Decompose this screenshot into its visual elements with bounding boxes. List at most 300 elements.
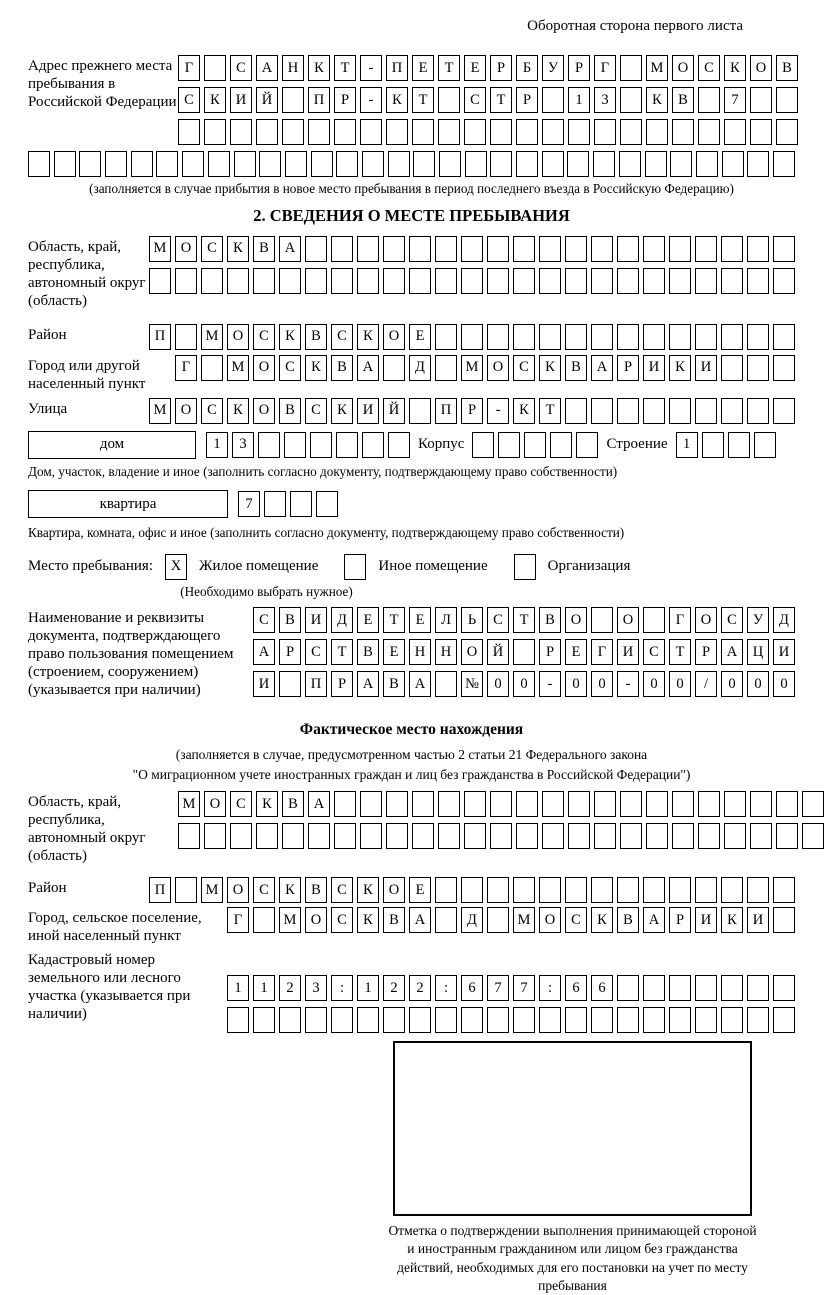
char-box[interactable] <box>721 975 743 1001</box>
char-box[interactable] <box>487 268 509 294</box>
char-box[interactable]: 0 <box>565 671 587 697</box>
char-box[interactable]: 1 <box>227 975 249 1001</box>
char-box[interactable] <box>308 119 330 145</box>
char-box[interactable] <box>721 268 743 294</box>
char-box[interactable]: Р <box>617 355 639 381</box>
char-box[interactable] <box>565 877 587 903</box>
char-box[interactable]: С <box>230 791 252 817</box>
char-box[interactable] <box>264 491 286 517</box>
char-box[interactable] <box>669 324 691 350</box>
char-box[interactable]: 0 <box>513 671 535 697</box>
char-box[interactable]: М <box>461 355 483 381</box>
char-box[interactable]: - <box>360 55 382 81</box>
char-box[interactable] <box>646 119 668 145</box>
char-box[interactable] <box>438 791 460 817</box>
char-box[interactable] <box>669 398 691 424</box>
char-box[interactable]: П <box>305 671 327 697</box>
char-box[interactable]: М <box>201 877 223 903</box>
char-box[interactable]: С <box>513 355 535 381</box>
char-box[interactable]: 6 <box>461 975 483 1001</box>
char-box[interactable] <box>620 119 642 145</box>
char-box[interactable]: Р <box>334 87 356 113</box>
char-box[interactable] <box>542 151 564 177</box>
char-box[interactable]: Е <box>409 324 431 350</box>
char-box[interactable] <box>617 236 639 262</box>
char-box[interactable]: Н <box>435 639 457 665</box>
char-box[interactable] <box>284 432 306 458</box>
char-box[interactable] <box>643 236 665 262</box>
char-box[interactable]: О <box>175 236 197 262</box>
char-box[interactable]: М <box>178 791 200 817</box>
char-box[interactable] <box>747 355 769 381</box>
char-box[interactable]: Г <box>591 639 613 665</box>
char-box[interactable]: Т <box>438 55 460 81</box>
char-box[interactable] <box>435 1007 457 1033</box>
char-box[interactable] <box>594 823 616 849</box>
char-box[interactable] <box>750 87 772 113</box>
char-box[interactable] <box>435 877 457 903</box>
char-box[interactable] <box>311 151 333 177</box>
char-box[interactable] <box>234 151 256 177</box>
char-box[interactable] <box>305 268 327 294</box>
char-box[interactable]: 6 <box>591 975 613 1001</box>
char-box[interactable]: В <box>331 355 353 381</box>
char-box[interactable] <box>702 432 724 458</box>
char-box[interactable] <box>282 823 304 849</box>
char-box[interactable]: 0 <box>643 671 665 697</box>
char-box[interactable] <box>721 236 743 262</box>
char-box[interactable] <box>386 791 408 817</box>
char-box[interactable] <box>230 119 252 145</box>
char-box[interactable] <box>695 398 717 424</box>
char-box[interactable] <box>461 268 483 294</box>
char-box[interactable]: К <box>721 907 743 933</box>
char-box[interactable]: С <box>201 398 223 424</box>
char-box[interactable]: Р <box>490 55 512 81</box>
char-box[interactable] <box>620 55 642 81</box>
char-box[interactable] <box>175 268 197 294</box>
char-box[interactable] <box>539 877 561 903</box>
char-box[interactable] <box>178 823 200 849</box>
char-box[interactable]: Т <box>331 639 353 665</box>
char-box[interactable]: К <box>357 324 379 350</box>
char-box[interactable] <box>79 151 101 177</box>
char-box[interactable]: 1 <box>206 432 228 458</box>
char-box[interactable] <box>498 432 520 458</box>
char-box[interactable]: А <box>591 355 613 381</box>
char-box[interactable] <box>617 1007 639 1033</box>
char-box[interactable]: Е <box>357 607 379 633</box>
char-box[interactable] <box>645 151 667 177</box>
char-box[interactable]: О <box>565 607 587 633</box>
char-box[interactable] <box>620 823 642 849</box>
char-box[interactable] <box>461 1007 483 1033</box>
char-box[interactable] <box>646 823 668 849</box>
char-box[interactable]: М <box>201 324 223 350</box>
char-box[interactable]: В <box>305 877 327 903</box>
char-box[interactable]: О <box>383 877 405 903</box>
char-box[interactable]: Е <box>383 639 405 665</box>
char-box[interactable]: 3 <box>594 87 616 113</box>
char-box[interactable] <box>539 236 561 262</box>
char-box[interactable]: 0 <box>773 671 795 697</box>
char-box[interactable] <box>516 151 538 177</box>
char-box[interactable] <box>591 236 613 262</box>
char-box[interactable] <box>542 791 564 817</box>
char-box[interactable]: О <box>175 398 197 424</box>
char-box[interactable]: Й <box>256 87 278 113</box>
char-box[interactable] <box>773 1007 795 1033</box>
char-box[interactable]: В <box>279 607 301 633</box>
char-box[interactable]: Д <box>461 907 483 933</box>
char-box[interactable] <box>285 151 307 177</box>
char-box[interactable] <box>435 236 457 262</box>
char-box[interactable] <box>131 151 153 177</box>
char-box[interactable]: : <box>435 975 457 1001</box>
char-box[interactable] <box>178 119 200 145</box>
char-box[interactable]: Г <box>669 607 691 633</box>
char-box[interactable] <box>464 823 486 849</box>
char-box[interactable]: А <box>256 55 278 81</box>
char-box[interactable]: Р <box>331 671 353 697</box>
char-box[interactable]: А <box>643 907 665 933</box>
char-box[interactable]: С <box>178 87 200 113</box>
char-box[interactable]: Й <box>487 639 509 665</box>
char-box[interactable]: О <box>383 324 405 350</box>
char-box[interactable] <box>487 236 509 262</box>
char-box[interactable]: У <box>747 607 769 633</box>
char-box[interactable] <box>724 791 746 817</box>
char-box[interactable] <box>334 119 356 145</box>
char-box[interactable]: X <box>165 554 187 580</box>
char-box[interactable]: А <box>308 791 330 817</box>
char-box[interactable]: П <box>435 398 457 424</box>
char-box[interactable] <box>643 268 665 294</box>
char-box[interactable] <box>568 119 590 145</box>
char-box[interactable]: Т <box>669 639 691 665</box>
char-box[interactable] <box>724 823 746 849</box>
char-box[interactable] <box>591 877 613 903</box>
char-box[interactable] <box>282 119 304 145</box>
char-box[interactable] <box>513 1007 535 1033</box>
char-box[interactable]: С <box>279 355 301 381</box>
char-box[interactable] <box>773 324 795 350</box>
char-box[interactable] <box>516 823 538 849</box>
char-box[interactable]: П <box>149 324 171 350</box>
char-box[interactable] <box>539 324 561 350</box>
char-box[interactable]: - <box>539 671 561 697</box>
char-box[interactable] <box>230 823 252 849</box>
char-box[interactable]: И <box>253 671 275 697</box>
char-box[interactable] <box>721 1007 743 1033</box>
char-box[interactable]: - <box>617 671 639 697</box>
char-box[interactable]: С <box>253 324 275 350</box>
char-box[interactable]: К <box>669 355 691 381</box>
char-box[interactable]: Т <box>539 398 561 424</box>
char-box[interactable]: Р <box>669 907 691 933</box>
char-box[interactable]: 0 <box>591 671 613 697</box>
char-box[interactable]: № <box>461 671 483 697</box>
char-box[interactable] <box>696 151 718 177</box>
char-box[interactable] <box>565 398 587 424</box>
char-box[interactable]: К <box>204 87 226 113</box>
char-box[interactable]: М <box>227 355 249 381</box>
char-box[interactable]: И <box>357 398 379 424</box>
char-box[interactable] <box>669 975 691 1001</box>
char-box[interactable]: 0 <box>487 671 509 697</box>
char-box[interactable] <box>721 398 743 424</box>
char-box[interactable]: К <box>308 55 330 81</box>
char-box[interactable] <box>617 398 639 424</box>
char-box[interactable]: В <box>357 639 379 665</box>
char-box[interactable]: 6 <box>565 975 587 1001</box>
char-box[interactable]: К <box>357 877 379 903</box>
char-box[interactable]: Р <box>279 639 301 665</box>
char-box[interactable] <box>773 151 795 177</box>
char-box[interactable] <box>672 791 694 817</box>
char-box[interactable]: С <box>331 324 353 350</box>
char-box[interactable] <box>490 791 512 817</box>
char-box[interactable] <box>773 975 795 1001</box>
char-box[interactable]: 7 <box>487 975 509 1001</box>
char-box[interactable] <box>750 791 772 817</box>
char-box[interactable] <box>669 877 691 903</box>
char-box[interactable] <box>490 823 512 849</box>
char-box[interactable] <box>750 119 772 145</box>
char-box[interactable] <box>208 151 230 177</box>
char-box[interactable] <box>698 791 720 817</box>
char-box[interactable] <box>513 236 535 262</box>
char-box[interactable]: А <box>357 671 379 697</box>
char-box[interactable]: А <box>279 236 301 262</box>
char-box[interactable] <box>409 268 431 294</box>
char-box[interactable]: К <box>279 324 301 350</box>
char-box[interactable]: М <box>279 907 301 933</box>
char-box[interactable]: Е <box>464 55 486 81</box>
char-box[interactable]: 0 <box>669 671 691 697</box>
dom-type-box[interactable]: дом <box>28 431 196 459</box>
char-box[interactable]: С <box>487 607 509 633</box>
char-box[interactable]: П <box>149 877 171 903</box>
char-box[interactable] <box>487 324 509 350</box>
char-box[interactable] <box>383 268 405 294</box>
char-box[interactable] <box>438 823 460 849</box>
char-box[interactable]: 1 <box>253 975 275 1001</box>
char-box[interactable] <box>643 1007 665 1033</box>
char-box[interactable]: 7 <box>238 491 260 517</box>
char-box[interactable]: О <box>539 907 561 933</box>
char-box[interactable]: С <box>305 639 327 665</box>
char-box[interactable] <box>435 671 457 697</box>
char-box[interactable] <box>204 119 226 145</box>
char-box[interactable]: В <box>383 671 405 697</box>
char-box[interactable]: И <box>617 639 639 665</box>
char-box[interactable] <box>524 432 546 458</box>
char-box[interactable] <box>259 151 281 177</box>
char-box[interactable] <box>487 907 509 933</box>
char-box[interactable]: М <box>513 907 535 933</box>
char-box[interactable]: С <box>230 55 252 81</box>
char-box[interactable] <box>461 324 483 350</box>
char-box[interactable]: Т <box>383 607 405 633</box>
char-box[interactable] <box>591 268 613 294</box>
char-box[interactable]: 2 <box>409 975 431 1001</box>
char-box[interactable] <box>409 398 431 424</box>
char-box[interactable] <box>617 975 639 1001</box>
char-box[interactable] <box>721 324 743 350</box>
char-box[interactable] <box>413 151 435 177</box>
char-box[interactable] <box>620 87 642 113</box>
char-box[interactable] <box>643 877 665 903</box>
char-box[interactable] <box>773 355 795 381</box>
char-box[interactable] <box>747 268 769 294</box>
char-box[interactable]: А <box>409 907 431 933</box>
char-box[interactable] <box>773 268 795 294</box>
char-box[interactable]: Ц <box>747 639 769 665</box>
char-box[interactable]: Г <box>175 355 197 381</box>
char-box[interactable] <box>747 324 769 350</box>
char-box[interactable] <box>513 639 535 665</box>
char-box[interactable]: 1 <box>676 432 698 458</box>
char-box[interactable]: И <box>643 355 665 381</box>
char-box[interactable] <box>490 151 512 177</box>
char-box[interactable] <box>149 268 171 294</box>
char-box[interactable]: Р <box>461 398 483 424</box>
char-box[interactable] <box>565 324 587 350</box>
char-box[interactable] <box>539 268 561 294</box>
char-box[interactable] <box>175 877 197 903</box>
char-box[interactable] <box>721 355 743 381</box>
char-box[interactable] <box>728 432 750 458</box>
char-box[interactable] <box>28 151 50 177</box>
char-box[interactable] <box>357 268 379 294</box>
char-box[interactable]: Е <box>565 639 587 665</box>
char-box[interactable] <box>362 432 384 458</box>
char-box[interactable] <box>593 151 615 177</box>
char-box[interactable] <box>513 877 535 903</box>
char-box[interactable]: А <box>409 671 431 697</box>
char-box[interactable]: Т <box>412 87 434 113</box>
char-box[interactable]: Г <box>178 55 200 81</box>
char-box[interactable]: В <box>305 324 327 350</box>
char-box[interactable] <box>279 671 301 697</box>
char-box[interactable] <box>513 268 535 294</box>
char-box[interactable]: С <box>698 55 720 81</box>
char-box[interactable] <box>514 554 536 580</box>
char-box[interactable]: С <box>305 398 327 424</box>
char-box[interactable]: О <box>227 877 249 903</box>
char-box[interactable]: 0 <box>747 671 769 697</box>
char-box[interactable] <box>747 398 769 424</box>
char-box[interactable]: С <box>331 877 353 903</box>
char-box[interactable] <box>643 398 665 424</box>
char-box[interactable] <box>747 151 769 177</box>
kvartira-type-box[interactable]: квартира <box>28 490 228 518</box>
char-box[interactable] <box>386 119 408 145</box>
char-box[interactable]: О <box>461 639 483 665</box>
char-box[interactable] <box>227 268 249 294</box>
char-box[interactable] <box>435 268 457 294</box>
char-box[interactable] <box>568 791 590 817</box>
char-box[interactable] <box>516 119 538 145</box>
char-box[interactable] <box>722 151 744 177</box>
char-box[interactable] <box>591 1007 613 1033</box>
char-box[interactable] <box>310 432 332 458</box>
char-box[interactable] <box>669 1007 691 1033</box>
char-box[interactable]: М <box>149 398 171 424</box>
char-box[interactable]: К <box>279 877 301 903</box>
char-box[interactable]: О <box>204 791 226 817</box>
char-box[interactable]: И <box>695 907 717 933</box>
char-box[interactable]: К <box>357 907 379 933</box>
char-box[interactable]: В <box>253 236 275 262</box>
char-box[interactable]: И <box>695 355 717 381</box>
char-box[interactable] <box>776 823 798 849</box>
char-box[interactable]: Д <box>331 607 353 633</box>
char-box[interactable] <box>773 877 795 903</box>
char-box[interactable] <box>256 119 278 145</box>
char-box[interactable]: А <box>721 639 743 665</box>
char-box[interactable]: Р <box>695 639 717 665</box>
char-box[interactable] <box>256 823 278 849</box>
char-box[interactable]: Р <box>539 639 561 665</box>
char-box[interactable]: 1 <box>357 975 379 1001</box>
char-box[interactable] <box>464 791 486 817</box>
char-box[interactable] <box>550 432 572 458</box>
char-box[interactable] <box>465 151 487 177</box>
char-box[interactable] <box>776 791 798 817</box>
char-box[interactable] <box>695 324 717 350</box>
char-box[interactable]: О <box>305 907 327 933</box>
char-box[interactable]: И <box>773 639 795 665</box>
char-box[interactable]: С <box>331 907 353 933</box>
char-box[interactable] <box>305 236 327 262</box>
char-box[interactable] <box>336 432 358 458</box>
char-box[interactable] <box>290 491 312 517</box>
char-box[interactable]: 0 <box>721 671 743 697</box>
char-box[interactable]: К <box>227 398 249 424</box>
char-box[interactable]: : <box>331 975 353 1001</box>
char-box[interactable] <box>802 791 824 817</box>
char-box[interactable]: П <box>308 87 330 113</box>
char-box[interactable] <box>360 823 382 849</box>
char-box[interactable]: В <box>279 398 301 424</box>
char-box[interactable]: К <box>227 236 249 262</box>
char-box[interactable] <box>253 268 275 294</box>
char-box[interactable] <box>542 87 564 113</box>
char-box[interactable] <box>201 355 223 381</box>
char-box[interactable] <box>386 823 408 849</box>
char-box[interactable] <box>253 907 275 933</box>
char-box[interactable] <box>617 324 639 350</box>
char-box[interactable]: 1 <box>568 87 590 113</box>
char-box[interactable] <box>464 119 486 145</box>
char-box[interactable] <box>747 1007 769 1033</box>
char-box[interactable] <box>435 355 457 381</box>
char-box[interactable] <box>388 151 410 177</box>
char-box[interactable]: К <box>256 791 278 817</box>
char-box[interactable] <box>669 236 691 262</box>
char-box[interactable] <box>388 432 410 458</box>
char-box[interactable]: С <box>253 607 275 633</box>
char-box[interactable]: О <box>672 55 694 81</box>
char-box[interactable] <box>412 791 434 817</box>
char-box[interactable] <box>156 151 178 177</box>
char-box[interactable]: Ь <box>461 607 483 633</box>
char-box[interactable] <box>542 119 564 145</box>
char-box[interactable] <box>776 119 798 145</box>
char-box[interactable] <box>591 324 613 350</box>
